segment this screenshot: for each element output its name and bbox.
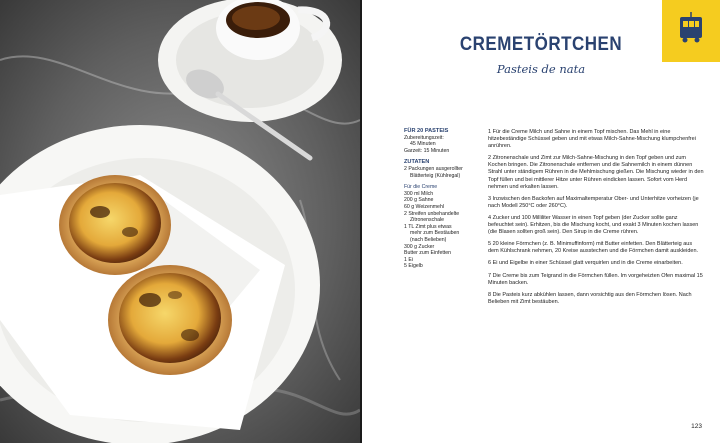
instructions [488, 129, 704, 311]
prep-time: 45 Minuten [410, 141, 436, 148]
step-5: 5 20 kleine Förmchen (z. B. Minimuffinform) mit Butter einfetten. Den Blätterteig aus dem Kühlschrank nehmen, 20 Kreise ausstechen und die Förmchen damit auskleiden. [488, 241, 699, 255]
ingredients-heading: ZUTATEN [404, 159, 430, 166]
step-3: 3 Inzwischen den Backofen auf Maximaltemperatur Ober- und Unterhitze vorheizen (je nach Modell 250°C oder 260°C). [488, 195, 699, 209]
ingredient-item: 1 TL Zimt plus etwas [404, 223, 452, 230]
ingredient-item: 1 Ei [404, 256, 413, 263]
ingredient-item: Zitronenschale [410, 217, 445, 224]
step-6: 6 Ei und Eigelbe in einer Schüssel glatt verquirlen und in die Creme einarbeiten. [488, 260, 683, 267]
recipe-subtitle: Pasteis de nata [496, 62, 586, 76]
page-number: 123 [691, 423, 702, 430]
step-2: 2 Zitronenschale und Zimt zur Milch-Sahne-Mischung in den Topf geben und zum Kochen bringen. Die Zitronenschale entfernen und die Sahnemilch in einem dünnen Strahl unter ständigem Rühren in die Mehlmischung gießen. Die Mischung wieder in den Topf füllen und bei mittlerer Hitze unter Rühren eindicken lassen. Sofort vom Herd nehmen und erkalten lassen. [488, 155, 704, 190]
ingredient-item: (nach Belieben) [410, 236, 447, 243]
servings-heading: FÜR 20 PASTEIS [404, 128, 449, 134]
ingredient-item: 200 g Sahne [404, 197, 434, 204]
cream-heading: Für die Creme [404, 184, 438, 191]
ingredient-item: 300 ml Milch [404, 190, 434, 197]
ingredient-item: 2 Packungen ausgerollter [404, 165, 463, 172]
ingredient-item: 300 g Zucker [404, 243, 435, 250]
ingredients-sidebar [404, 128, 476, 270]
step-7: 7 Die Creme bis zum Teigrand in die Förmchen füllen. Im vorgeheizten Ofen maximal 15 Minuten backen. [488, 272, 703, 286]
step-8: 8 Die Pasteis kurz abkühlen lassen, dann vorsichtig aus den Förmchen lösen. Nach Belieben mit Zimt bestäuben. [488, 291, 692, 305]
ingredient-item: Blätterteig (Kühlregal) [410, 172, 461, 179]
ingredient-item: mehr zum Bestäuben [410, 230, 460, 237]
ingredient-item: Butter zum Einfetten [404, 250, 451, 257]
recipe-title: CREMETÖRTCHEN [459, 32, 623, 55]
step-4: 4 Zucker und 100 Milliliter Wasser in einen Topf geben (der Zucker sollte ganz befeuchtet sein). Erhitzen, bis die Mischung kocht, und exakt 3 Minuten kochen lassen (die Blasen sollten groß sein). Den Sirup in die Creme rühren. [488, 214, 699, 236]
step-1: 1 Für die Creme Milch und Sahne in einem Topf mischen. Das Mehl in eine hitzebeständige Schüssel geben und mit etwas Milch-Sahne-Mischung klumpchenfrei anrühren. [488, 129, 696, 150]
ingredient-item: 60 g Weizenmehl [404, 203, 444, 210]
ingredient-item: 2 Streifen unbehandelte [404, 210, 460, 217]
ingredient-item: 5 Eigelb [404, 263, 423, 270]
recipe-page [362, 0, 720, 443]
bake-time: Garzeit: 15 Minuten [404, 147, 450, 154]
prep-label: Zubereitungszeit: [404, 134, 444, 141]
